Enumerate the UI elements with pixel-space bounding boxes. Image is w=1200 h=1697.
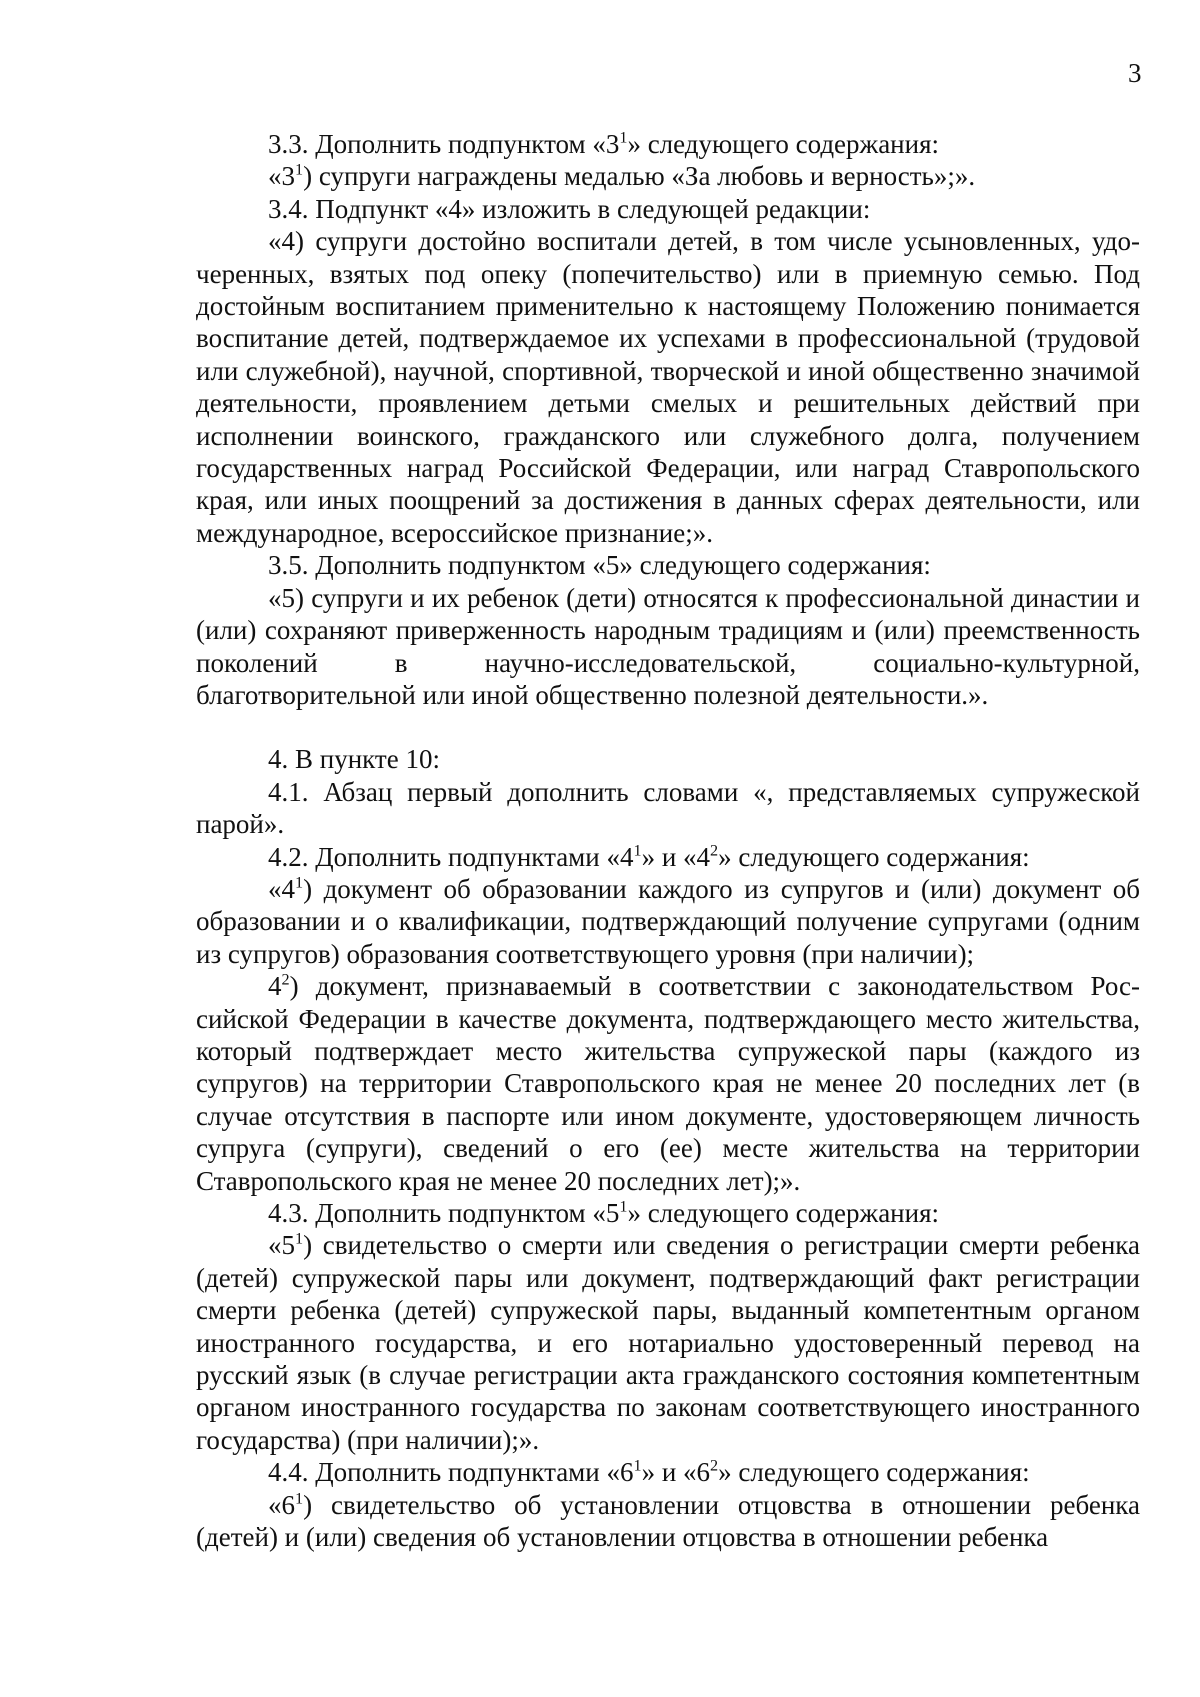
- page-number: 3: [1128, 58, 1142, 88]
- text-run: ) супруги награждены медалью «За любовь и верность»;».: [303, 161, 976, 192]
- paragraph-2: [196, 160, 1140, 192]
- superscript: 1: [619, 1197, 628, 1216]
- text-run: » следующего содержания:: [627, 129, 939, 159]
- superscript: 1: [633, 841, 642, 860]
- paragraph-10: [196, 873, 1140, 970]
- paragraph-1: [196, 128, 1140, 160]
- superscript: 1: [295, 1489, 304, 1508]
- text-run: 3.4. Подпункт «4» изложить в следующей редакции:: [268, 193, 871, 224]
- text-run: «3: [268, 161, 295, 192]
- text-run: «4: [268, 873, 295, 904]
- text-run: ) документ об образовании каждого из супругов и (или) документ об образовании и о квалификации, подтверждающий получение супругами (одним из супругов) образования соответствующего уровня (при наличии);: [196, 873, 1140, 969]
- paragraph-15: [196, 1489, 1140, 1554]
- paragraph-6: [196, 582, 1140, 712]
- text-run: » и «6: [641, 1457, 711, 1488]
- text-run: 4. В пункте 10:: [268, 744, 440, 775]
- document-body: [196, 128, 1140, 1553]
- text-run: 4: [268, 971, 282, 1002]
- paragraph-14: [196, 1456, 1140, 1488]
- text-run: «6: [268, 1489, 295, 1520]
- text-run: 3.5. Дополнить подпунктом «5» следующего содержания:: [268, 550, 931, 581]
- text-run: 3.3. Дополнить подпунктом «3: [268, 129, 620, 159]
- paragraph-4: [196, 225, 1140, 549]
- paragraph-8: [196, 776, 1140, 841]
- paragraph-5: [196, 549, 1140, 581]
- paragraph-13: [196, 1229, 1140, 1456]
- text-run: » следующего содержания:: [718, 1457, 1030, 1488]
- paragraph-12: [196, 1197, 1140, 1229]
- paragraph-7: [196, 743, 1140, 775]
- text-run: 4.1. Абзац первый дополнить словами «, представляемых супружеской парой».: [196, 776, 1140, 840]
- superscript: 1: [295, 160, 304, 179]
- superscript: 1: [295, 873, 304, 892]
- text-run: ) документ, признаваемый в соответствии с законодательством Российской Федерации в качестве документа, подтверждающего место жительства, который подтверждает место жительства супружеской пары (каждого из супругов) на территории Ставропольского края не менее 20 последних лет (в случае отсутствия в паспорте или ином документе, удостоверяющем личность супруга (супруги), сведений о его (ее) месте жительства на территории Ставропольского края не менее 20 последних лет);».: [196, 971, 1140, 1196]
- superscript: 1: [619, 128, 628, 147]
- paragraph-11: [196, 970, 1140, 1197]
- text-run: 4.3. Дополнить подпунктом «5: [268, 1198, 620, 1228]
- text-run: » и «4: [641, 841, 711, 872]
- superscript: 2: [710, 841, 719, 860]
- text-run: «5: [268, 1230, 295, 1261]
- text-run: » следующего содержания:: [627, 1198, 939, 1228]
- text-run: 4.2. Дополнить подпунктами «4: [268, 841, 634, 872]
- text-run: «5) супруги и их ребенок (дети) относятся к профессиональной династии и (или) сохраняют приверженность народным традициям и (или) преемственность поколений в научно-исследовательской, социально-культурной, благотворительной или иной общественно полезной деятельности.».: [196, 582, 1140, 710]
- text-run: 4.4. Дополнить подпунктами «6: [268, 1457, 634, 1488]
- superscript: 1: [295, 1229, 304, 1248]
- text-run: » следующего содержания:: [718, 841, 1030, 872]
- paragraph-3: [196, 193, 1140, 225]
- text-run: ) свидетельство об установлении отцовства в отношении ребенка (детей) и (или) сведения об установлении отцовства в отношении ребенка: [196, 1489, 1140, 1553]
- text-run: ) свидетельство о смерти или сведения о регистрации смерти ребенка (детей) супружеской пары или документ, подтверждающий факт регистрации смерти ребенка (детей) супружеской пары, выданный компетентным органом иностранного государства, и его нотариально удостоверенный перевод на русский язык (в случае регистрации акта гражданского состояния компетентным органом иностранного государства по законам соответствующего иностранного государства) (при наличии);».: [196, 1230, 1140, 1455]
- superscript: 2: [710, 1456, 719, 1475]
- paragraph-9: [196, 841, 1140, 873]
- superscript: 2: [281, 970, 290, 989]
- superscript: 1: [633, 1456, 642, 1475]
- text-run: «4) супруги достойно воспитали детей, в том числе усыновленных, удочеренных, взятых под опеку (попечительство) или в приемную семью. Под достойным воспитанием применительно к настоящему Положению понимается воспитание детей, подтверждаемое их успехами в профессиональной (трудовой или служебной), научной, спортивной, творческой и иной общественно значимой деятельности, проявлением детьми смелых и решительных действий при исполнении воинского, гражданского или служебного долга, получением государственных наград Российской Федерации, или наград Ставропольского края, или иных поощрений за достижения в данных сферах деятельности, или международное, всероссийское признание;».: [196, 226, 1140, 548]
